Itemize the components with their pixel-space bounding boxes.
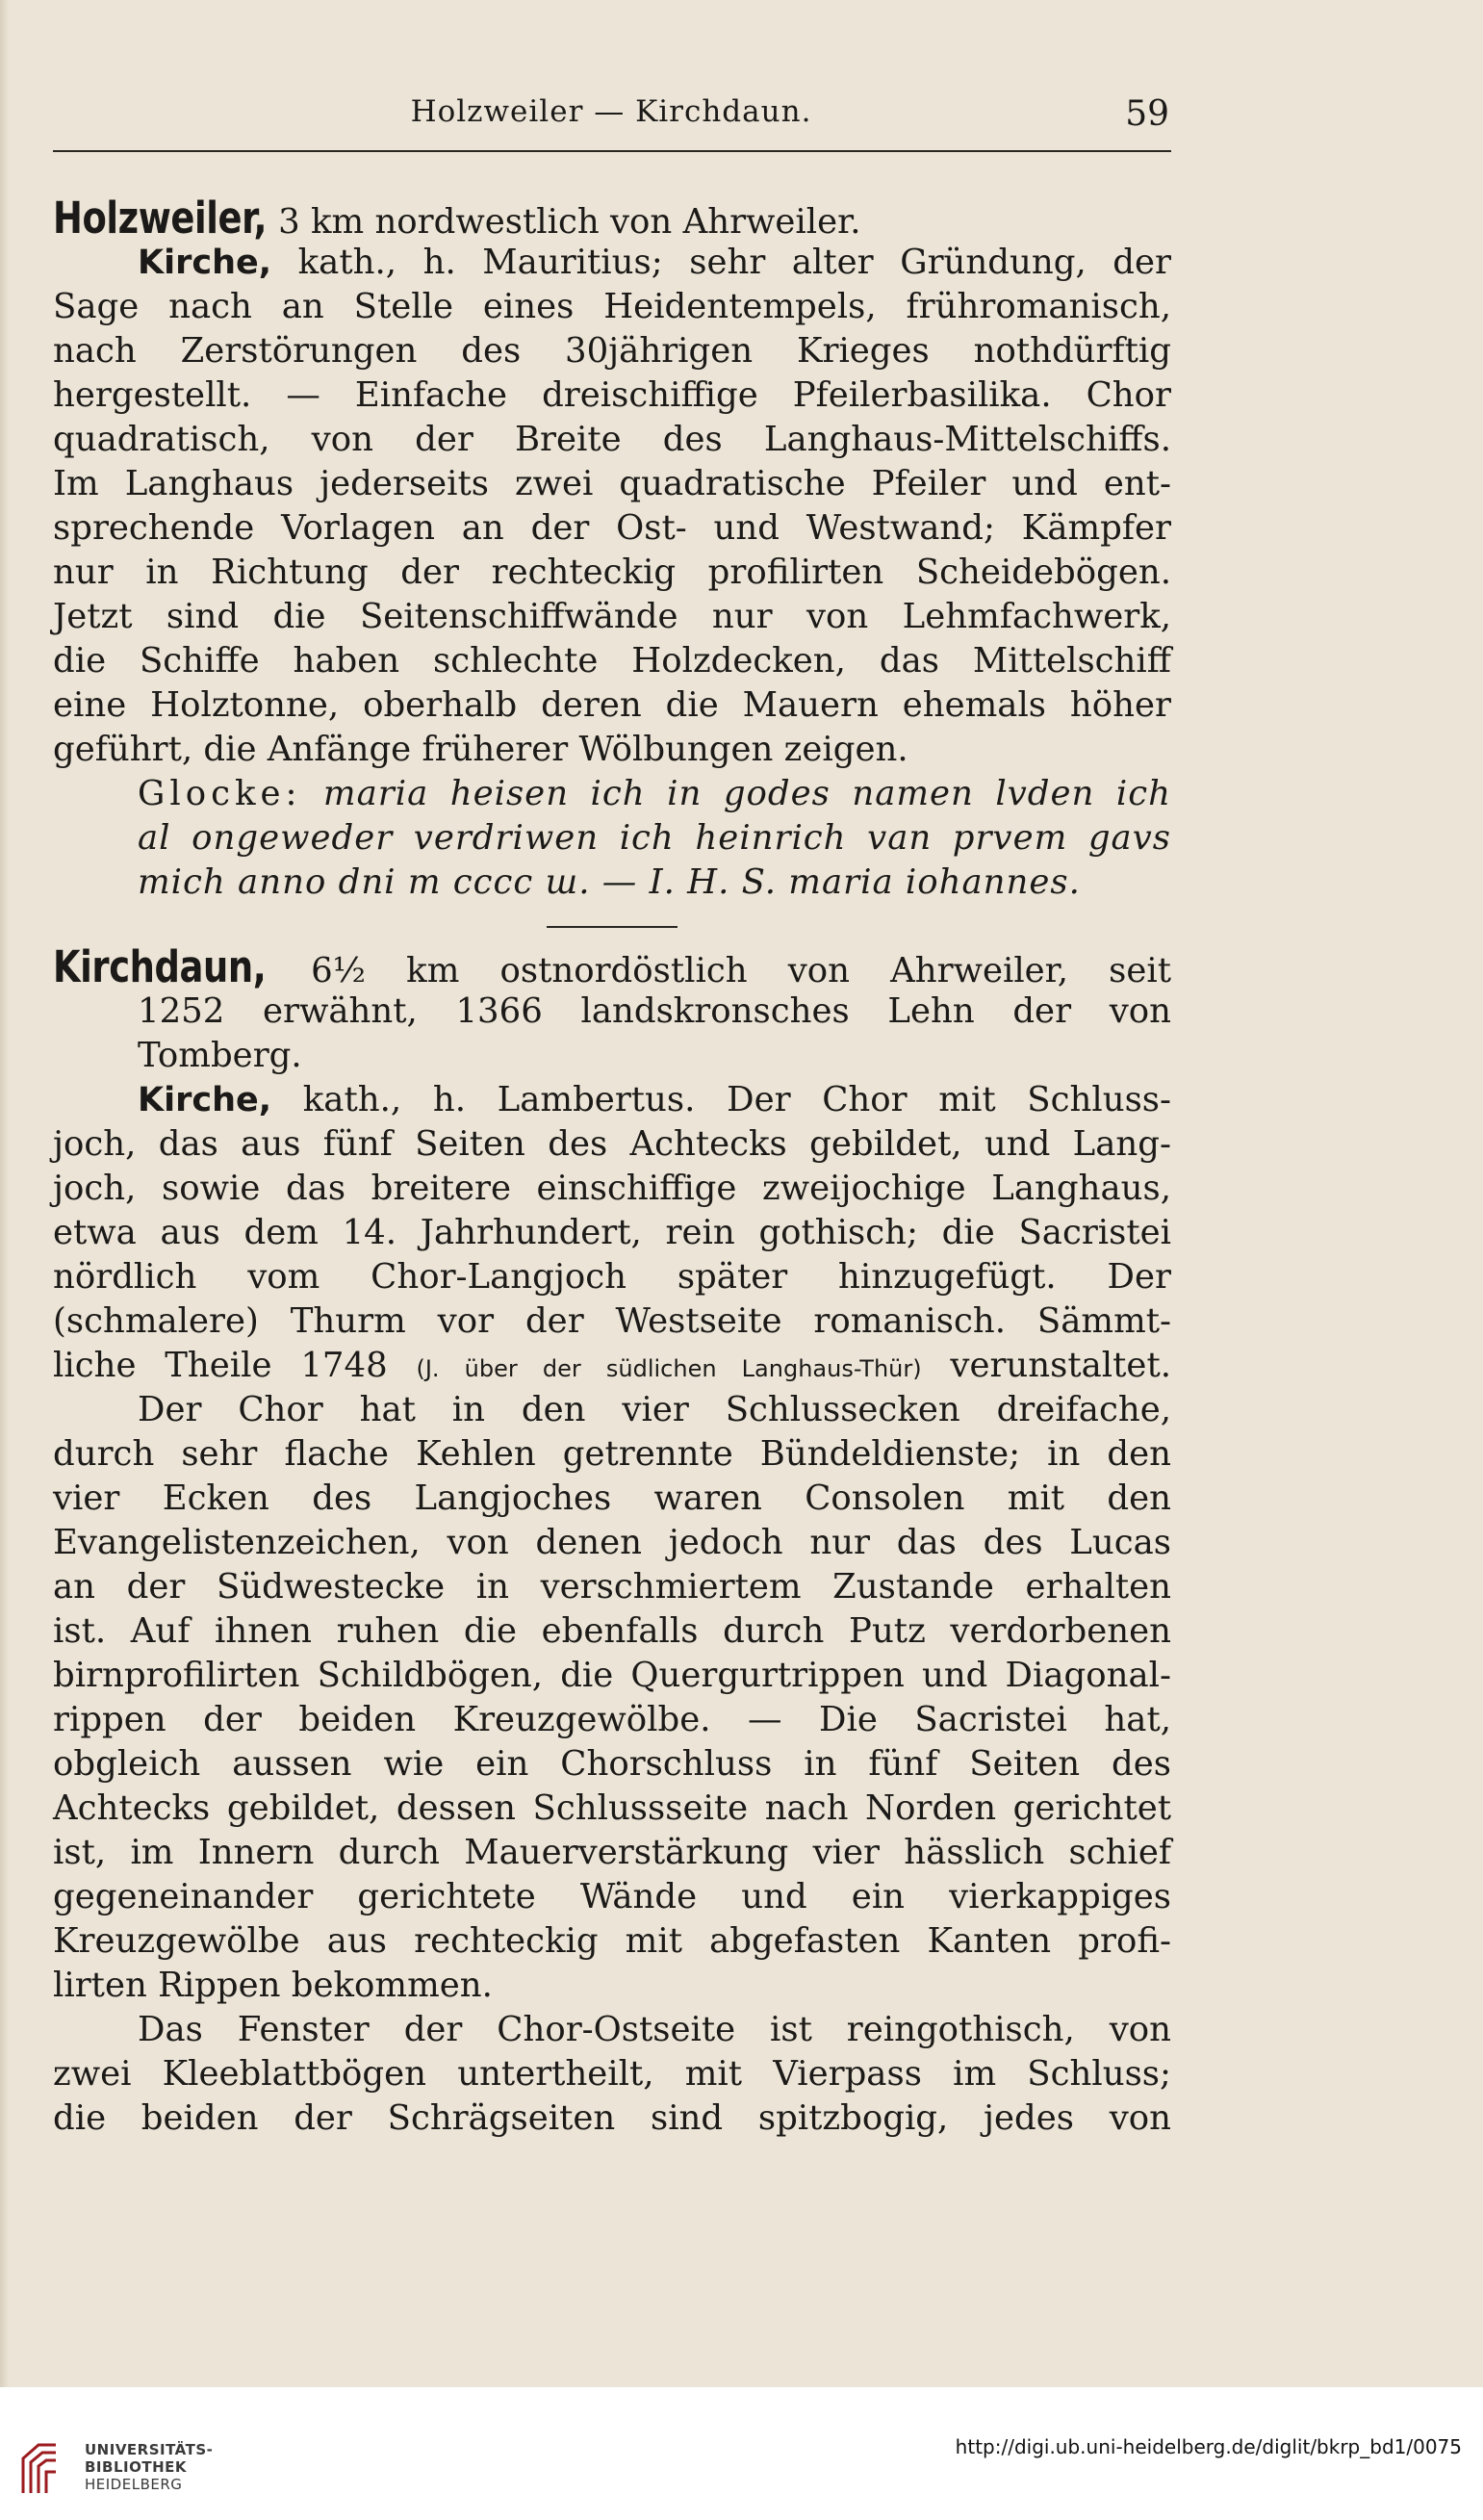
text-line: sprechende Vorlagen an der Ost- und Westwand; Kämpfer: [53, 508, 1171, 548]
text-line: nördlich vom Chor-Langjoch später hinzugefügt. Der: [53, 1257, 1171, 1297]
text-line: nur in Richtung der rechteckig profilirten Scheidebögen.: [53, 553, 1171, 592]
text-line: (schmalere) Thurm vor der Westseite romanisch. Sämmt-: [53, 1301, 1171, 1341]
text-line: Im Langhaus jederseits zwei quadratische Pfeiler und ent-: [53, 464, 1171, 503]
text-line: hergestellt. — Einfache dreischiffige Pfeilerbasilika. Chor: [53, 375, 1171, 415]
text-line: lirten Rippen bekommen.: [53, 1966, 493, 2005]
text-line: eine Holztonne, oberhalb deren die Mauern ehemals höher: [53, 685, 1171, 725]
text-line: Achtecks gebildet, dessen Schlussseite nach Norden gerichtet: [53, 1788, 1171, 1828]
entry-title-rest: 6½ km ostnordöstlich von Ahrweiler, seit: [269, 951, 1171, 990]
subheading-kirche: Kirche,: [138, 1081, 272, 1119]
text-line: ist, im Innern durch Mauerverstärkung vier hässlich schief: [53, 1833, 1171, 1872]
text-line: rippen der beiden Kreuzgewölbe. — Die Sacristei hat,: [53, 1700, 1171, 1739]
page-edge-shadow: [0, 0, 10, 2387]
text-line: etwa aus dem 14. Jahrhundert, rein gothisch; die Sacristei: [53, 1213, 1171, 1252]
text-line: durch sehr flache Kehlen getrennte Bündeldienste; in den: [53, 1434, 1171, 1474]
running-title: Holzweiler — Kirchdaun.: [410, 94, 812, 129]
text-line: Tomberg.: [138, 1036, 302, 1075]
subheading-glocke: Glocke:: [138, 774, 302, 813]
library-logo-icon: [17, 2437, 73, 2497]
page-number: 59: [1125, 94, 1169, 134]
text-line: Jetzt sind die Seitenschiffwände nur von Lehmfachwerk,: [53, 597, 1171, 636]
text-line: Evangelistenzeichen, von denen jedoch nur das des Lucas: [53, 1523, 1171, 1562]
entry-title: Holzweiler,: [53, 193, 268, 244]
bell-inscription-line: al ongewedеr verdriwen ich heinrich van prvem gavs: [138, 818, 1171, 858]
subheading-kirche: Kirche,: [138, 244, 272, 282]
text-line: zwei Kleeblattbögen untertheilt, mit Vierpass im Schluss;: [53, 2054, 1171, 2094]
bell-inscription-line: mich anno dni m cccc ш. — I. H. S. maria iohannes.: [138, 862, 1081, 902]
text-line: ist. Auf ihnen ruhen die ebenfalls durch Putz verdorbenen: [53, 1611, 1171, 1651]
text-line: die Schiffe haben schlechte Holzdecken, das Mittelschiff: [53, 641, 1171, 681]
text-line: nach Zerstörungen des 30jährigen Krieges nothdürftig: [53, 331, 1171, 371]
text-line: Kirche, kath., h. Lambertus. Der Chor mit Schluss-: [138, 1080, 1171, 1119]
text-line: an der Südwestecke in verschmiertem Zustande erhalten: [53, 1567, 1171, 1607]
text-line: Kirche, kath., h. Mauritius; sehr alter Gründung, der: [138, 243, 1171, 282]
entry-heading-kirchdaun: [53, 941, 1171, 992]
text-line: joch, das aus fünf Seiten des Achtecks gebildet, und Lang-: [53, 1124, 1171, 1164]
running-head: [53, 94, 1169, 144]
inline-note: (J. über der südlichen Langhaus-Thür): [416, 1355, 922, 1382]
entry-title: Kirchdaun,: [53, 941, 267, 992]
text-line: Der Chor hat in den vier Schlussecken dreifache,: [138, 1390, 1171, 1429]
text-line: Kreuzgewölbe aus rechteckig mit abgefasten Kanten profi-: [53, 1921, 1171, 1961]
text-line: gegeneinander gerichtete Wände und ein vierkappiges: [53, 1877, 1171, 1916]
body-text: [53, 193, 1171, 2141]
section-separator: [547, 926, 678, 928]
text-line: geführt, die Anfänge früherer Wölbungen zeigen.: [53, 730, 908, 769]
entry-title-rest: 3 km nordwestlich von Ahrweiler.: [267, 202, 861, 242]
entry-heading-holzweiler: [53, 193, 1171, 244]
text-line: Sage nach an Stelle eines Heidentempels, frühromanisch,: [53, 287, 1171, 326]
text-line: 1252 erwähnt, 1366 landskronsches Lehn der von: [138, 991, 1171, 1031]
text-line: birnprofilirten Schildbögen, die Quergurtrippen und Diagonal-: [53, 1656, 1171, 1695]
text-line: obgleich aussen wie ein Chorschluss in fünf Seiten des: [53, 1744, 1171, 1784]
text-line: quadratisch, von der Breite des Langhaus-Mittelschiffs.: [53, 420, 1171, 459]
text-line: vier Ecken des Langjoches waren Consolen mit den: [53, 1479, 1171, 1518]
library-logo-text: UNIVERSITÄTS- BIBLIOTHEK HEIDELBERG: [85, 2441, 214, 2493]
text-line: joch, sowie das breitere einschiffige zweijochige Langhaus,: [53, 1169, 1171, 1208]
source-url-link[interactable]: http://digi.ub.uni-heidelberg.de/diglit/bkrp_bd1/0075: [955, 2435, 1462, 2458]
bell-inscription-line: Glocke: maria heisen ich in godes namen lvden ich: [138, 774, 1171, 813]
header-rule: [53, 150, 1171, 152]
text-line: Das Fenster der Chor-Ostseite ist reingothisch, von: [138, 2010, 1171, 2049]
text-line: die beiden der Schrägseiten sind spitzbogig, jedes von: [53, 2098, 1171, 2138]
text-line: liche Theile 1748 (J. über der südlichen Langhaus-Thür) verunstaltet.: [53, 1346, 1171, 1385]
